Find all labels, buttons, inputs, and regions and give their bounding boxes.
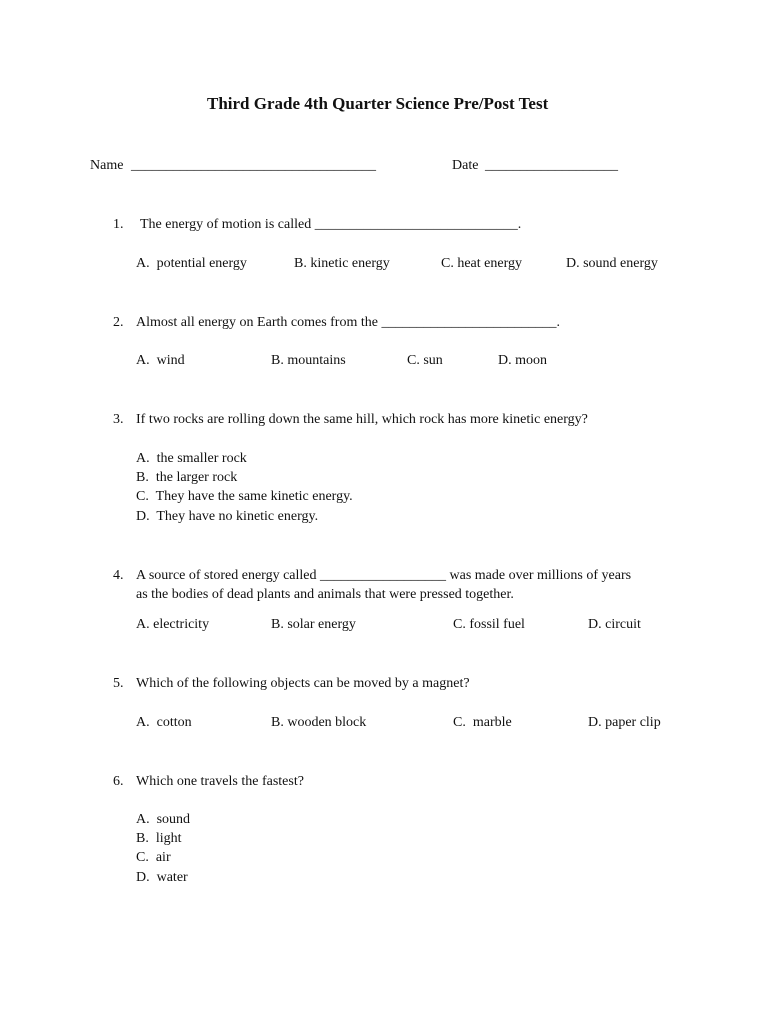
question-1-option-c: C. heat energy	[441, 256, 522, 271]
question-6-number: 6.	[113, 774, 124, 789]
question-5-option-c: C. marble	[453, 715, 512, 730]
question-1-number: 1.	[113, 217, 124, 232]
page-title: Third Grade 4th Quarter Science Pre/Post Test	[207, 94, 549, 113]
question-1-option-a: A. potential energy	[136, 256, 247, 271]
question-2-text: Almost all energy on Earth comes from the _________________________.	[136, 315, 560, 330]
question-4-number: 4.	[113, 568, 124, 583]
question-5-option-b: B. wooden block	[271, 715, 367, 730]
question-3-text: If two rocks are rolling down the same hill, which rock has more kinetic energy?	[136, 412, 588, 427]
question-3-option-a: A. the smaller rock	[136, 451, 247, 466]
question-2-option-d: D. moon	[498, 353, 547, 368]
question-4-option-a: A. electricity	[136, 617, 210, 632]
question-6-text: Which one travels the fastest?	[136, 774, 304, 789]
question-6-option-c: C. air	[136, 850, 171, 865]
question-6-option-a: A. sound	[136, 812, 191, 827]
question-4-option-c: C. fossil fuel	[453, 617, 525, 632]
question-3-option-c: C. They have the same kinetic energy.	[136, 489, 353, 504]
date-label: Date	[452, 158, 479, 173]
question-1-option-b: B. kinetic energy	[294, 256, 390, 271]
question-5-option-d: D. paper clip	[588, 715, 661, 730]
question-3-number: 3.	[113, 412, 124, 427]
question-1-text: The energy of motion is called _____________________________.	[140, 217, 522, 232]
question-1-option-d: D. sound energy	[566, 256, 658, 271]
question-4-option-b: B. solar energy	[271, 617, 356, 632]
question-6-option-d: D. water	[136, 870, 188, 885]
question-2-option-b: B. mountains	[271, 353, 346, 368]
question-2-number: 2.	[113, 315, 124, 330]
question-4-option-d: D. circuit	[588, 617, 641, 632]
question-5-text: Which of the following objects can be moved by a magnet?	[136, 676, 470, 691]
name-label: Name	[90, 158, 124, 173]
question-2-option-c: C. sun	[407, 353, 443, 368]
question-5-number: 5.	[113, 676, 124, 691]
question-3-option-b: B. the larger rock	[136, 470, 238, 485]
question-3-option-d: D. They have no kinetic energy.	[136, 509, 319, 524]
question-5-option-a: A. cotton	[136, 715, 192, 730]
question-4-text: A source of stored energy called __________________ was made over millions of years	[136, 568, 632, 583]
question-2-option-a: A. wind	[136, 353, 185, 368]
date-field[interactable]: ___________________	[485, 158, 618, 173]
name-field[interactable]: ___________________________________	[131, 158, 376, 173]
question-6-option-b: B. light	[136, 831, 182, 846]
question-4-text-line2: as the bodies of dead plants and animals that were pressed together.	[136, 587, 514, 602]
